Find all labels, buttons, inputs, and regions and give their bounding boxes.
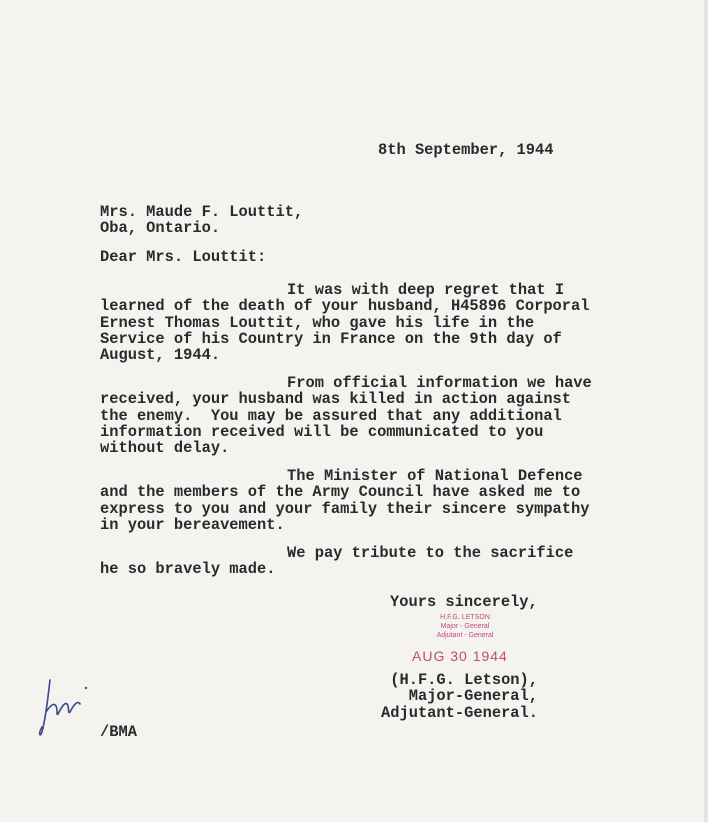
- paragraph-line: We pay tribute to the sacrifice: [287, 544, 574, 562]
- paragraph-2: [100, 375, 592, 456]
- salutation: Dear Mrs. Louttit:: [100, 248, 267, 266]
- paragraph-4: [100, 545, 573, 578]
- paragraph-line: without delay.: [100, 439, 230, 458]
- stamp-line: H.F.G. LETSON: [440, 614, 490, 621]
- address-line: Oba, Ontario.: [100, 219, 221, 238]
- paragraph-line: learned of the death of your husband, H45896 Corporal: [100, 297, 590, 316]
- paragraph-line: The Minister of National Defence: [287, 467, 583, 485]
- paragraph-3: [100, 468, 590, 533]
- paragraph-1: [100, 282, 590, 363]
- page-edge: [704, 0, 708, 822]
- paragraph-line: Ernest Thomas Louttit, who gave his life in the: [100, 313, 535, 332]
- paragraph-line: information received will be communicated to you: [100, 422, 544, 441]
- reference-initials: /BMA: [100, 723, 137, 741]
- paragraph-line: and the members of the Army Council have asked me to: [100, 483, 581, 502]
- paragraph-line: he so bravely made.: [100, 560, 276, 579]
- signature-line: (H.F.G. Letson),: [390, 671, 539, 689]
- paragraph-line: Service of his Country in France on the 9th day of: [100, 329, 562, 348]
- signature-block: [381, 672, 538, 721]
- paragraph-line: in your bereavement.: [100, 515, 285, 534]
- paragraph-line: the enemy. You may be assured that any additional: [100, 406, 562, 425]
- handwritten-initials: [36, 672, 96, 747]
- paragraph-line: received, your husband was killed in action against: [100, 390, 572, 409]
- paragraph-line: August, 1944.: [100, 346, 221, 365]
- paragraph-line: From official information we have: [287, 374, 592, 392]
- date-stamp: AUG 30 1944: [412, 648, 508, 664]
- stamp-line: Major - General: [440, 623, 490, 630]
- stamp-line: Adjutant - General: [436, 632, 494, 639]
- paragraph-line: It was with deep regret that I: [287, 281, 565, 299]
- handwritten-initials-icon: [36, 672, 96, 742]
- paragraph-line: express to you and your family their sincere sympathy: [100, 499, 590, 518]
- address-line: Mrs. Maude F. Louttit,: [100, 203, 304, 221]
- signature-stamp: [420, 613, 510, 640]
- signature-line: Adjutant-General.: [381, 703, 539, 722]
- letter-date: 8th September, 1944: [378, 141, 554, 159]
- signature-line: Major-General,: [408, 687, 539, 706]
- closing: Yours sincerely,: [390, 593, 538, 611]
- recipient-address: [100, 204, 303, 237]
